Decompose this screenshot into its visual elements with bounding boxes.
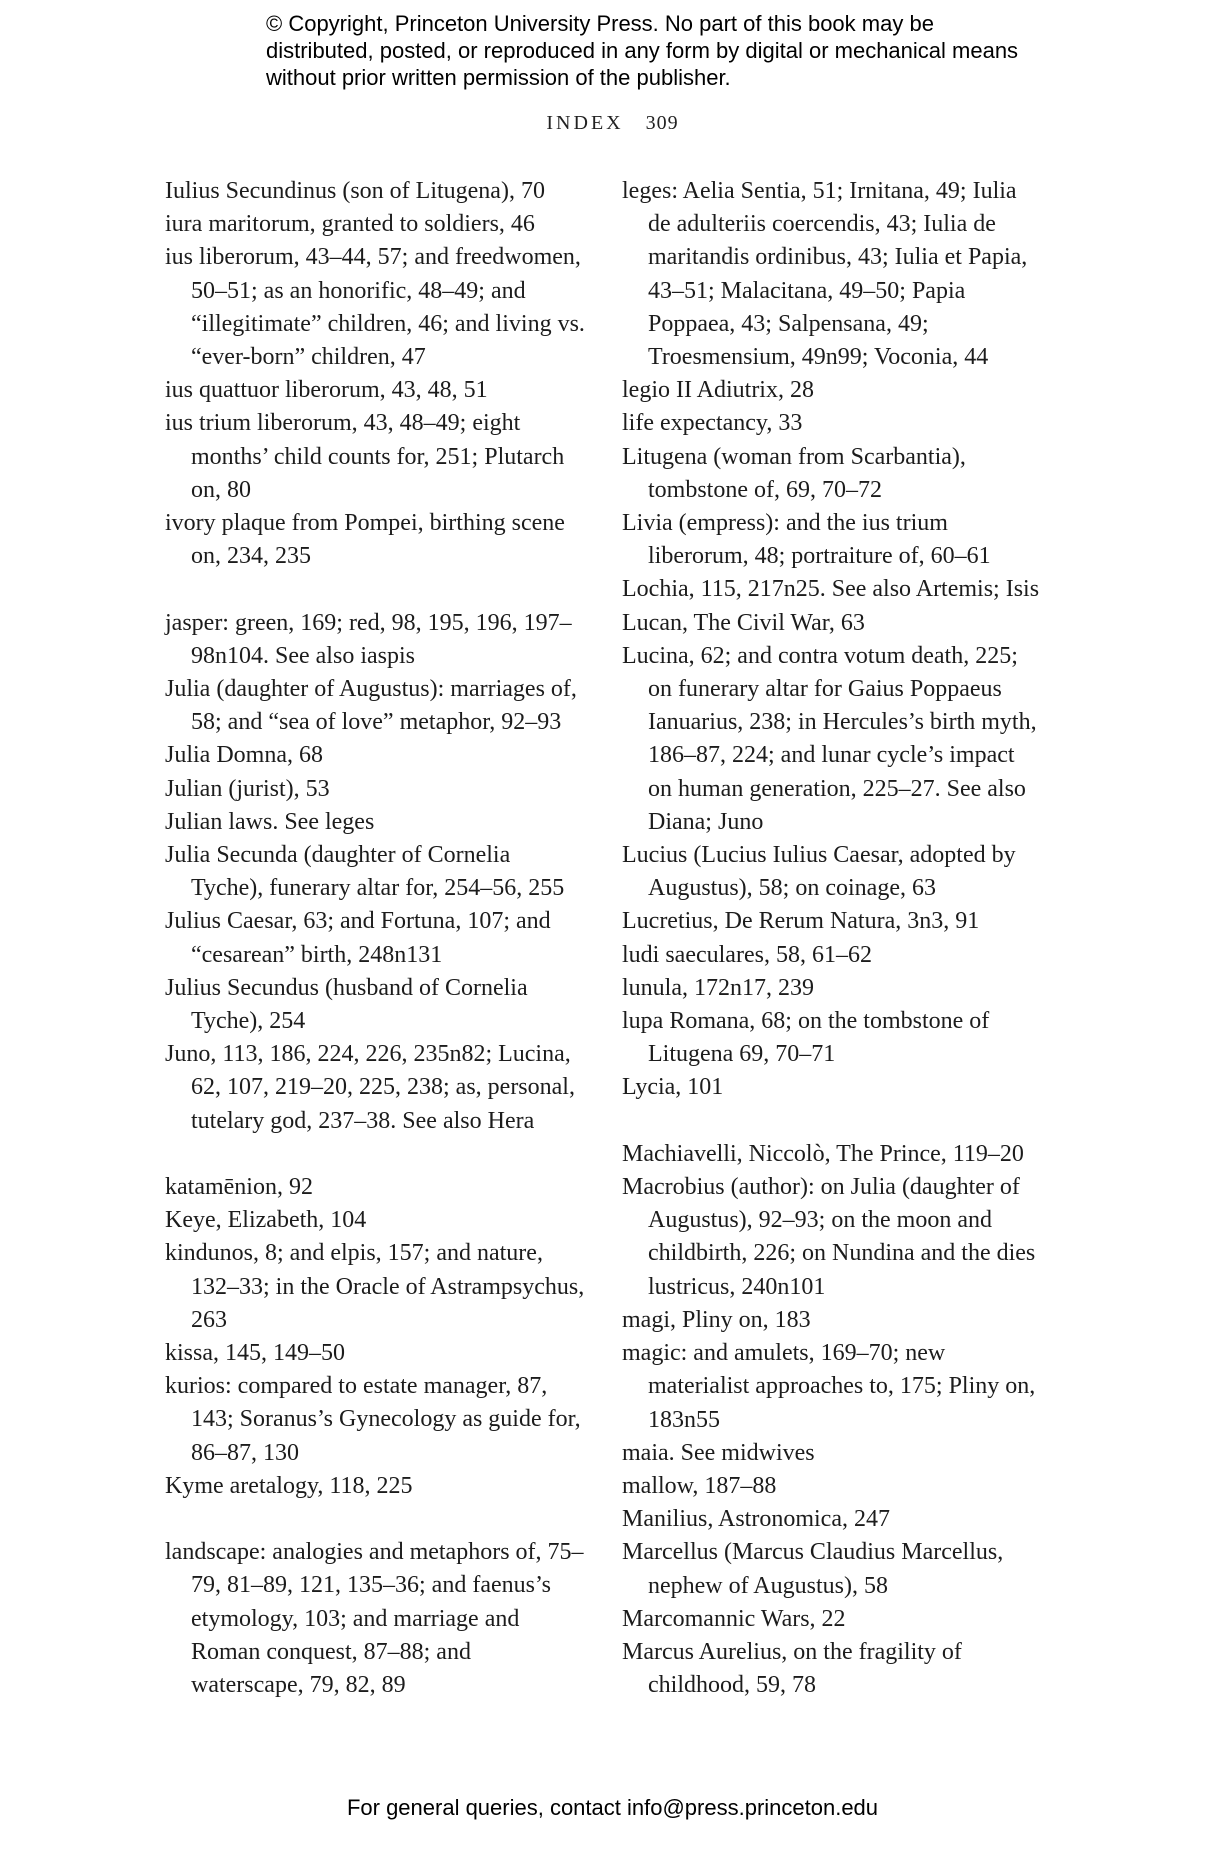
index-entry: kindunos, 8; and elpis, 157; and nature, 132–33; in the Oracle of Astrampsychus, 263 bbox=[165, 1240, 585, 1333]
index-entry: jasper: green, 169; red, 98, 195, 196, 197–98n104. See also iaspis bbox=[165, 609, 572, 669]
index-entry: Macrobius (author): on Julia (daughter of Augustus), 92–93; on the moon and childbirth, 226; on Nundina and the dies lustricus, 240n101 bbox=[622, 1174, 1036, 1300]
running-title: INDEX bbox=[546, 112, 624, 134]
footer-contact: For general queries, contact info@press.princeton.edu bbox=[346, 1795, 879, 1820]
index-entry: Julius Caesar, 63; and Fortuna, 107; and “cesarean” birth, 248n131 bbox=[165, 908, 551, 968]
letter-group-gap bbox=[165, 573, 585, 606]
index-entry: ivory plaque from Pompei, birthing scene on, 234, 235 bbox=[165, 510, 565, 570]
index-column-left bbox=[165, 175, 585, 1702]
index-entry: Machiavelli, Niccolò, The Prince, 119–20 bbox=[622, 1140, 1024, 1167]
index-entry: Marcus Aurelius, on the fragility of childhood, 59, 78 bbox=[622, 1638, 962, 1699]
index-entry: Marcomannic Wars, 22 bbox=[622, 1605, 846, 1632]
letter-group-gap bbox=[165, 1138, 585, 1171]
index-entry: katamēnion, 92 bbox=[165, 1174, 313, 1201]
index-entry: maia. See midwives bbox=[622, 1439, 815, 1466]
letter-group-gap bbox=[165, 1503, 585, 1536]
index-entry: lupa Romana, 68; on the tombstone of Litugena 69, 70–71 bbox=[622, 1008, 990, 1068]
index-entry: Julia Domna, 68 bbox=[165, 742, 323, 769]
index-entry: Kyme aretalogy, 118, 225 bbox=[165, 1472, 413, 1499]
index-entry: leges: Aelia Sentia, 51; Irnitana, 49; Iulia de adulteriis coercendis, 43; Iulia de maritandis ordinibus, 43; Iulia et Papia, 43–51; Malacitana, 49–50; Papia Poppaea, 43; Salpensana, 49; Troesmensium, 49n99; Voconia, 44 bbox=[622, 178, 1028, 371]
index-entry: legio II Adiutrix, 28 bbox=[622, 377, 814, 404]
index-entry: ludi saeculares, 58, 61–62 bbox=[622, 941, 872, 968]
index-entry: lunula, 172n17, 239 bbox=[622, 974, 814, 1001]
index-entry: life expectancy, 33 bbox=[622, 410, 803, 437]
index-entry: Lucan, The Civil War, 63 bbox=[622, 609, 865, 636]
running-head bbox=[0, 112, 1225, 135]
page-number: 309 bbox=[645, 112, 679, 134]
index-entry: Manilius, Astronomica, 247 bbox=[622, 1506, 890, 1533]
index-entry: Juno, 113, 186, 224, 226, 235n82; Lucina, 62, 107, 219–20, 225, 238; as, personal, tutelary god, 237–38. See also Hera bbox=[165, 1041, 575, 1134]
index-entry: Lochia, 115, 217n25. See also Artemis; Isis bbox=[622, 576, 1040, 603]
index-entry: landscape: analogies and metaphors of, 75–79, 81–89, 121, 135–36; and faenus’s etymology, 103; and marriage and Roman conquest, 87–88; and waterscape, 79, 82, 89 bbox=[165, 1539, 584, 1699]
index-entry: magi, Pliny on, 183 bbox=[622, 1306, 811, 1333]
index-entry: Iulius Secundinus (son of Litugena), 70 bbox=[165, 178, 545, 204]
index-entry: mallow, 187–88 bbox=[622, 1472, 777, 1499]
index-entry: kissa, 145, 149–50 bbox=[165, 1340, 345, 1367]
index-entry: Livia (empress): and the ius trium liberorum, 48; portraiture of, 60–61 bbox=[622, 510, 991, 570]
copyright-notice: © Copyright, Princeton University Press. No part of this book may be distributed, posted, or reproduced in any form by digital or mechanical means without prior written permission of the publisher. bbox=[266, 11, 1019, 90]
index-entry: Lucina, 62; and contra votum death, 225; on funerary altar for Gaius Poppaeus Ianuarius, 238; in Hercules’s birth myth, 186–87, 224; and lunar cycle’s impact on human generation, 225–27. See also Diana; Juno bbox=[622, 642, 1037, 835]
index-entry: ius liberorum, 43–44, 57; and freedwomen, 50–51; as an honorific, 48–49; and “illegitimate” children, 46; and living vs. “ever-born” children, 47 bbox=[165, 244, 585, 371]
index-entry: kurios: compared to estate manager, 87, 143; Soranus’s Gynecology as guide for, 86–87, 130 bbox=[165, 1373, 581, 1466]
index-entry: Lucretius, De Rerum Natura, 3n3, 91 bbox=[622, 908, 980, 935]
letter-group-gap bbox=[622, 1105, 1042, 1138]
index-entry: ius trium liberorum, 43, 48–49; eight months’ child counts for, 251; Plutarch on, 80 bbox=[165, 410, 565, 503]
index-entry: Julia Secunda (daughter of Cornelia Tyche), funerary altar for, 254–56, 255 bbox=[165, 842, 565, 902]
index-entry: Lycia, 101 bbox=[622, 1074, 724, 1101]
index-entry: Julian laws. See leges bbox=[165, 808, 375, 835]
index-entry: Lucius (Lucius Iulius Caesar, adopted by Augustus), 58; on coinage, 63 bbox=[622, 842, 1016, 902]
index-column-right bbox=[622, 175, 1042, 1702]
index-entry: Julia (daughter of Augustus): marriages of, 58; and “sea of love” metaphor, 92–93 bbox=[165, 676, 577, 736]
index-entry: Litugena (woman from Scarbantia), tombstone of, 69, 70–72 bbox=[622, 443, 966, 503]
index-entry: Marcellus (Marcus Claudius Marcellus, nephew of Augustus), 58 bbox=[622, 1539, 1004, 1599]
index-entry: Keye, Elizabeth, 104 bbox=[165, 1207, 367, 1234]
index-entry: Julius Secundus (husband of Cornelia Tyche), 254 bbox=[165, 974, 528, 1035]
index-entry: iura maritorum, granted to soldiers, 46 bbox=[165, 211, 535, 238]
index-entry: magic: and amulets, 169–70; new materialist approaches to, 175; Pliny on, 183n55 bbox=[622, 1340, 1036, 1433]
index-entry: ius quattuor liberorum, 43, 48, 51 bbox=[165, 377, 488, 404]
index-entry: Julian (jurist), 53 bbox=[165, 775, 330, 802]
